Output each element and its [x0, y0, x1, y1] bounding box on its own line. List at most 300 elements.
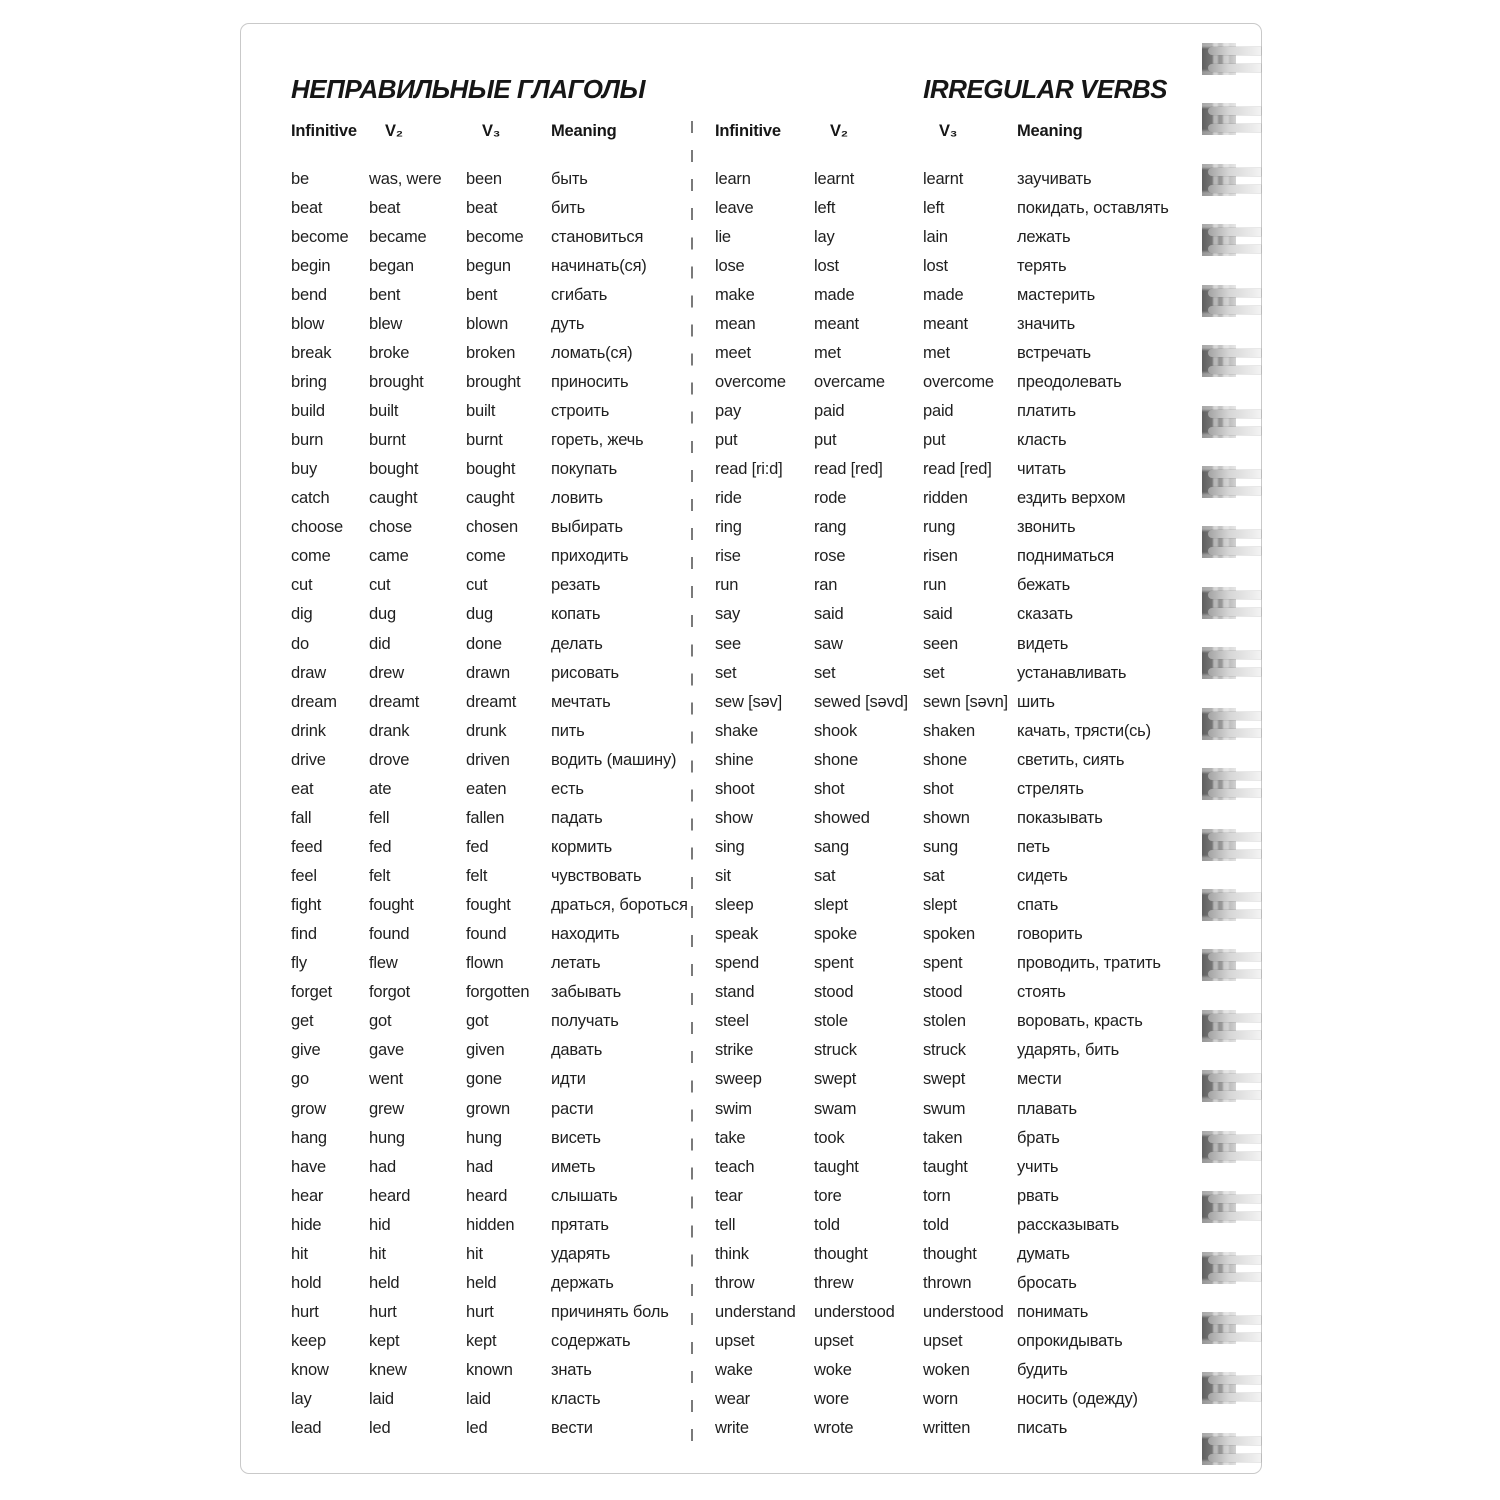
verb-row [715, 658, 1215, 687]
verb-cell: stole [814, 1012, 848, 1031]
verb-cell: run [923, 576, 947, 595]
verb-cell: преодолевать [1017, 372, 1122, 391]
verb-cell: cut [291, 576, 313, 595]
verb-cell: flew [369, 954, 398, 973]
verb-row [291, 397, 693, 426]
verb-cell: устанавливать [1017, 663, 1127, 682]
verb-row [715, 1268, 1215, 1297]
verb-cell: understand [715, 1302, 796, 1321]
verb-cell: fight [291, 896, 322, 915]
verb-cell: shot [814, 779, 845, 798]
verb-cell: drew [369, 663, 404, 682]
verb-row [715, 1385, 1215, 1414]
verb-cell: иметь [551, 1157, 596, 1176]
verb-row [291, 687, 693, 716]
verb-row [291, 1297, 693, 1326]
verb-cell: rode [814, 489, 847, 508]
verb-cell: сидеть [1017, 867, 1068, 886]
verb-cell: left [923, 198, 945, 217]
verb-row [715, 513, 1215, 542]
verb-cell: struck [814, 1041, 857, 1060]
verb-cell: hurt [369, 1302, 397, 1321]
verb-cell: cut [466, 576, 488, 595]
verb-row [715, 455, 1215, 484]
verb-cell: hurt [291, 1302, 319, 1321]
verb-cell: ridden [923, 489, 968, 508]
verb-cell: said [814, 605, 844, 624]
verb-cell: told [923, 1215, 949, 1234]
table-header-row [291, 120, 693, 164]
verb-row [291, 1414, 693, 1443]
verb-cell: rung [923, 518, 956, 537]
verb-cell: beat [369, 198, 401, 217]
verb-cell: shine [715, 750, 754, 769]
verb-cell: lost [814, 256, 839, 275]
verb-row [715, 193, 1215, 222]
verb-cell: держать [551, 1273, 614, 1292]
verb-cell: быть [551, 169, 588, 188]
verb-cell: learnt [814, 169, 855, 188]
verb-cell: keep [291, 1332, 326, 1351]
verb-row [715, 803, 1215, 832]
verb-cell: бросать [1017, 1273, 1077, 1292]
header-infinitive: Infinitive [715, 122, 781, 140]
verb-cell: резать [551, 576, 601, 595]
verb-cell: показывать [1017, 808, 1103, 827]
verb-cell: slept [923, 896, 957, 915]
verb-cell: бить [551, 198, 586, 217]
verb-cell: met [923, 343, 950, 362]
verb-cell: gone [466, 1070, 502, 1089]
verb-cell: blew [369, 314, 403, 333]
verb-row [291, 949, 693, 978]
verb-cell: вести [551, 1419, 593, 1438]
verb-cell: given [466, 1041, 505, 1060]
verb-cell: drove [369, 750, 410, 769]
verb-cell: лежать [1017, 227, 1071, 246]
verb-row [291, 513, 693, 542]
verb-cell: рвать [1017, 1186, 1059, 1205]
verb-cell: taught [923, 1157, 968, 1176]
verb-row [715, 426, 1215, 455]
verb-cell: spoke [814, 925, 858, 944]
verb-cell: leave [715, 198, 754, 217]
verb-row [291, 367, 693, 396]
verb-row [291, 164, 693, 193]
verb-cell: дуть [551, 314, 585, 333]
verb-cell: spoken [923, 925, 976, 944]
verb-cell: blow [291, 314, 325, 333]
verb-cell: thrown [923, 1273, 972, 1292]
verb-cell: taken [923, 1128, 963, 1147]
verb-cell: meant [923, 314, 968, 333]
verb-row [715, 745, 1215, 774]
verb-cell: находить [551, 925, 620, 944]
verb-cell: run [715, 576, 739, 595]
header-meaning: Meaning [1017, 122, 1083, 140]
verb-cell: made [923, 285, 964, 304]
verb-row [291, 716, 693, 745]
verb-cell: beat [291, 198, 323, 217]
verb-cell: brought [369, 372, 424, 391]
verb-cell: rose [814, 547, 846, 566]
verb-cell: flown [466, 954, 504, 973]
verb-row [715, 367, 1215, 396]
verb-row [715, 1094, 1215, 1123]
verb-cell: rang [814, 518, 847, 537]
verb-row [291, 1065, 693, 1094]
verb-cell: sleep [715, 896, 754, 915]
verb-cell: overcame [814, 372, 885, 391]
verb-cell: падать [551, 808, 603, 827]
verb-cell: fall [291, 808, 312, 827]
verb-cell: bent [369, 285, 401, 304]
verb-cell: spent [814, 954, 854, 973]
verb-cell: put [923, 431, 946, 450]
verb-cell: put [715, 431, 738, 450]
verb-cell: set [814, 663, 836, 682]
verb-cell: копать [551, 605, 601, 624]
verb-cell: wear [715, 1390, 750, 1409]
page-title-russian: НЕПРАВИЛЬНЫЕ ГЛАГОЛЫ [291, 74, 645, 104]
verb-row [715, 1152, 1215, 1181]
verb-cell: класть [1017, 431, 1067, 450]
verb-cell: throw [715, 1273, 755, 1292]
header-v3: V₃ [939, 122, 958, 140]
verb-cell: есть [551, 779, 584, 798]
verb-cell: knew [369, 1361, 407, 1380]
verb-cell: заучивать [1017, 169, 1092, 188]
verb-cell: терять [1017, 256, 1067, 275]
verb-cell: видеть [1017, 634, 1069, 653]
verb-row [715, 1123, 1215, 1152]
verb-row [291, 1123, 693, 1152]
verb-cell: thought [814, 1244, 868, 1263]
verb-table-left [291, 120, 693, 1443]
verb-cell: set [715, 663, 737, 682]
verb-cell: found [369, 925, 410, 944]
verb-cell: приходить [551, 547, 629, 566]
verb-cell: ring [715, 518, 742, 537]
verb-row [291, 1210, 693, 1239]
verb-cell: eaten [466, 779, 507, 798]
verb-cell: проводить, тратить [1017, 954, 1161, 973]
verb-cell: значить [1017, 314, 1076, 333]
verb-cell: слышать [551, 1186, 618, 1205]
verb-cell: думать [1017, 1244, 1070, 1263]
verb-cell: причинять боль [551, 1302, 669, 1321]
verb-cell: taught [814, 1157, 859, 1176]
verb-cell: идти [551, 1070, 586, 1089]
verb-cell: woke [814, 1361, 852, 1380]
verb-cell: учить [1017, 1157, 1059, 1176]
verb-cell: ловить [551, 489, 603, 508]
verb-row [291, 600, 693, 629]
verb-cell: сказать [1017, 605, 1073, 624]
verb-cell: begun [466, 256, 511, 275]
verb-cell: шить [1017, 692, 1055, 711]
verb-cell: feed [291, 837, 323, 856]
verb-cell: spent [923, 954, 963, 973]
verb-cell: dug [369, 605, 396, 624]
verb-cell: blown [466, 314, 509, 333]
verb-row [715, 1297, 1215, 1326]
verb-cell: подниматься [1017, 547, 1115, 566]
verb-cell: build [291, 402, 325, 421]
verb-cell: say [715, 605, 741, 624]
verb-cell: get [291, 1012, 314, 1031]
verb-row [291, 1385, 693, 1414]
verb-cell: знать [551, 1361, 592, 1380]
verb-cell: делать [551, 634, 603, 653]
verb-cell: hold [291, 1273, 322, 1292]
verb-row [715, 687, 1215, 716]
verb-cell: brought [466, 372, 521, 391]
verb-cell: sang [814, 837, 849, 856]
verb-row [291, 658, 693, 687]
verb-cell: swept [814, 1070, 857, 1089]
verb-row [715, 309, 1215, 338]
verb-row [291, 1268, 693, 1297]
verb-cell: driven [466, 750, 510, 769]
verb-cell: went [369, 1070, 404, 1089]
verb-cell: hit [466, 1244, 483, 1263]
header-v2: V₂ [385, 122, 403, 140]
verb-cell: lose [715, 256, 745, 275]
verb-cell: lain [923, 227, 948, 246]
verb-cell: drunk [466, 721, 507, 740]
verb-cell: hurt [466, 1302, 494, 1321]
verb-cell: dreamt [369, 692, 420, 711]
verb-cell: came [369, 547, 409, 566]
verb-cell: held [369, 1273, 400, 1292]
verb-cell: made [814, 285, 855, 304]
verb-cell: shaken [923, 721, 976, 740]
verb-cell: kept [369, 1332, 400, 1351]
verb-cell: have [291, 1157, 326, 1176]
verb-row [291, 1327, 693, 1356]
verb-cell: stand [715, 983, 755, 1002]
verb-cell: drawn [466, 663, 510, 682]
verb-cell: пить [551, 721, 585, 740]
verb-cell: slept [814, 896, 848, 915]
verb-row [715, 1239, 1215, 1268]
verb-cell: sew [səv] [715, 692, 782, 711]
verb-cell: left [814, 198, 836, 217]
verb-cell: fly [291, 954, 307, 973]
verb-row [715, 484, 1215, 513]
verb-cell: sat [923, 867, 945, 886]
verb-cell: drank [369, 721, 410, 740]
verb-cell: чувствовать [551, 867, 642, 886]
verb-cell: получать [551, 1012, 619, 1031]
verb-cell: held [466, 1273, 497, 1292]
verb-cell: sit [715, 867, 731, 886]
verb-cell: spend [715, 954, 759, 973]
verb-cell: felt [466, 867, 488, 886]
verb-cell: shot [923, 779, 954, 798]
verb-row [715, 1036, 1215, 1065]
verb-cell: feel [291, 867, 317, 886]
verb-cell: grow [291, 1099, 326, 1118]
verb-cell: lay [814, 227, 835, 246]
verb-cell: ломать(ся) [551, 343, 633, 362]
verb-cell: put [814, 431, 837, 450]
verb-cell: спать [1017, 896, 1059, 915]
verb-cell: show [715, 808, 753, 827]
verb-cell: catch [291, 489, 330, 508]
verb-cell: начинать(ся) [551, 256, 647, 275]
verb-cell: stood [814, 983, 854, 1002]
verb-cell: built [369, 402, 399, 421]
verb-cell: learn [715, 169, 751, 188]
verb-row [715, 222, 1215, 251]
verb-cell: drink [291, 721, 326, 740]
verb-row [715, 862, 1215, 891]
verb-cell: давать [551, 1041, 603, 1060]
verb-cell: eat [291, 779, 314, 798]
verb-cell: мастерить [1017, 285, 1096, 304]
verb-cell: forget [291, 983, 332, 1002]
verb-cell: upset [814, 1332, 854, 1351]
verb-cell: будить [1017, 1361, 1068, 1380]
verb-cell: got [369, 1012, 392, 1031]
verb-cell: летать [551, 954, 601, 973]
verb-cell: shown [923, 808, 970, 827]
verb-row [291, 1152, 693, 1181]
verb-cell: ударять, бить [1017, 1041, 1119, 1060]
verb-cell: take [715, 1128, 746, 1147]
verb-cell: think [715, 1244, 749, 1263]
verb-cell: bought [466, 460, 516, 479]
verb-cell: dig [291, 605, 313, 624]
verb-cell: know [291, 1361, 329, 1380]
verb-cell: воровать, красть [1017, 1012, 1143, 1031]
verb-cell: torn [923, 1186, 951, 1205]
verb-cell: драться, бороться [551, 896, 688, 915]
verb-cell: звонить [1017, 518, 1076, 537]
verb-cell: ездить верхом [1017, 489, 1126, 508]
verb-cell: покупать [551, 460, 618, 479]
verb-row [291, 803, 693, 832]
verb-cell: been [466, 169, 502, 188]
verb-row [715, 1356, 1215, 1385]
verb-cell: make [715, 285, 755, 304]
verb-cell: петь [1017, 837, 1050, 856]
verb-cell: said [923, 605, 953, 624]
verb-cell: took [814, 1128, 845, 1147]
verb-row [291, 1356, 693, 1385]
verb-cell: bring [291, 372, 327, 391]
verb-cell: dug [466, 605, 493, 624]
verb-cell: come [291, 547, 331, 566]
verb-cell: set [923, 663, 945, 682]
verb-cell: broke [369, 343, 410, 362]
verb-cell: read [red] [923, 460, 992, 479]
verb-cell: speak [715, 925, 759, 944]
verb-cell: found [466, 925, 507, 944]
verb-cell: met [814, 343, 841, 362]
verb-cell: led [466, 1419, 488, 1438]
verb-cell: beat [466, 198, 498, 217]
verb-row [291, 1007, 693, 1036]
verb-cell: tear [715, 1186, 743, 1205]
verb-row [291, 1239, 693, 1268]
verb-row [715, 571, 1215, 600]
verb-cell: choose [291, 518, 344, 537]
verb-cell: fallen [466, 808, 505, 827]
verb-cell: читать [1017, 460, 1066, 479]
verb-row [715, 280, 1215, 309]
verb-row [291, 280, 693, 309]
verb-cell: had [369, 1157, 396, 1176]
verb-cell: dreamt [466, 692, 517, 711]
verb-cell: выбирать [551, 518, 623, 537]
verb-row [291, 862, 693, 891]
verb-cell: встречать [1017, 343, 1091, 362]
verb-cell: lie [715, 227, 731, 246]
verb-cell: stood [923, 983, 963, 1002]
dashed-column-divider [691, 121, 693, 1453]
notebook-page [240, 23, 1262, 1474]
header-infinitive: Infinitive [291, 122, 357, 140]
verb-cell: sweep [715, 1070, 762, 1089]
verb-row [715, 164, 1215, 193]
verb-cell: покидать, оставлять [1017, 198, 1169, 217]
verb-cell: buy [291, 460, 318, 479]
verb-row [291, 774, 693, 803]
verb-cell: cut [369, 576, 391, 595]
verb-row [715, 1181, 1215, 1210]
verb-cell: swim [715, 1099, 752, 1118]
verb-cell: класть [551, 1390, 601, 1409]
verb-cell: dream [291, 692, 337, 711]
verb-cell: grew [369, 1099, 404, 1118]
verb-cell: struck [923, 1041, 966, 1060]
verb-cell: write [715, 1419, 749, 1438]
verb-row [291, 542, 693, 571]
verb-cell: shone [814, 750, 858, 769]
verb-row [715, 716, 1215, 745]
verb-cell: laid [369, 1390, 394, 1409]
verb-cell: swum [923, 1099, 966, 1118]
verb-row [715, 1327, 1215, 1356]
verb-row [291, 571, 693, 600]
verb-cell: shone [923, 750, 967, 769]
verb-cell: платить [1017, 402, 1076, 421]
verb-cell: got [466, 1012, 489, 1031]
verb-row [715, 1210, 1215, 1239]
verb-row [291, 745, 693, 774]
verb-row [291, 920, 693, 949]
verb-cell: wore [814, 1390, 849, 1409]
verb-cell: did [369, 634, 391, 653]
verb-row [715, 978, 1215, 1007]
verb-cell: was, were [369, 169, 442, 188]
verb-row [291, 629, 693, 658]
verb-cell: paid [923, 402, 954, 421]
verb-cell: sewed [səvd] [814, 692, 908, 711]
verb-cell: стрелять [1017, 779, 1084, 798]
verb-cell: sat [814, 867, 836, 886]
verb-cell: threw [814, 1273, 854, 1292]
verb-cell: sung [923, 837, 958, 856]
verb-cell: bought [369, 460, 419, 479]
verb-cell: chose [369, 518, 413, 537]
verb-cell: seen [923, 634, 958, 653]
verb-cell: go [291, 1070, 309, 1089]
verb-cell: приносить [551, 372, 629, 391]
